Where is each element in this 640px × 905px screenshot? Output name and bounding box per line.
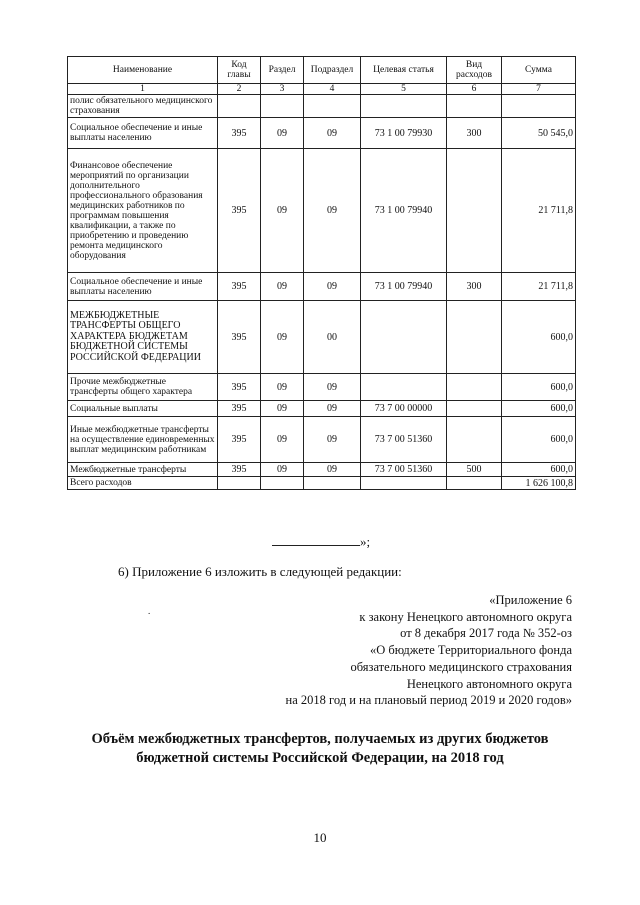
row-subsection: 09 [304,273,361,301]
row-section [261,95,304,118]
row-sum: 600,0 [502,463,576,477]
row-section: 09 [261,273,304,301]
row-subsection [304,95,361,118]
row-code: 395 [218,417,261,463]
row-subsection: 09 [304,118,361,149]
row-name: Социальное обеспечение и иные выплаты населению [68,118,218,149]
header-section: Раздел [261,57,304,84]
row-code: 395 [218,463,261,477]
header-name: Наименование [68,57,218,84]
row-section: 09 [261,301,304,374]
row-subsection: 00 [304,301,361,374]
row-code: 395 [218,301,261,374]
row-subsection: 09 [304,149,361,273]
row-target: 73 1 00 79940 [361,273,447,301]
row-name: МЕЖБЮДЖЕТНЫЕ ТРАНСФЕРТЫ ОБЩЕГО ХАРАКТЕРА БЮДЖЕТАМ БЮДЖЕТНОЙ СИСТЕМЫ РОССИЙСКОЙ ФЕДЕРАЦИИ [68,301,218,374]
row-name: Иные межбюджетные трансферты на осуществление единовременных выплат медицинским работникам [68,417,218,463]
table-row [68,374,576,401]
row-sum: 21 711,8 [502,273,576,301]
header-kind: Вид расходов [447,57,502,84]
row-sum: 50 545,0 [502,118,576,149]
row-subsection: 09 [304,401,361,417]
row-sum: 600,0 [502,374,576,401]
underline [272,534,360,546]
appendix-line: на 2018 год и на плановый период 2019 и 2020 годов» [285,693,572,708]
row-kind [447,374,502,401]
row-sum: 600,0 [502,417,576,463]
row-target [361,374,447,401]
row-subsection: 09 [304,463,361,477]
row-kind [447,95,502,118]
closing-signature-line [272,534,370,550]
col-number: 7 [502,84,576,95]
row-target: 73 1 00 79930 [361,118,447,149]
row-sum: 21 711,8 [502,149,576,273]
row-sum: 1 626 100,8 [502,477,576,490]
stray-dot: . [148,606,151,616]
table-row [68,95,576,118]
row-kind [447,301,502,374]
row-target: 73 1 00 79940 [361,149,447,273]
col-number: 6 [447,84,502,95]
row-kind: 300 [447,273,502,301]
table-row [68,417,576,463]
appendix-reference [286,592,572,709]
row-target [361,301,447,374]
table-total-row [68,477,576,490]
row-code: 395 [218,401,261,417]
row-code: 395 [218,374,261,401]
col-number: 3 [261,84,304,95]
title-line: бюджетной системы Российской Федерации, на 2018 год [136,750,504,766]
row-name: Всего расходов [68,477,218,490]
table-row [68,401,576,417]
row-section: 09 [261,118,304,149]
appendix-line: к закону Ненецкого автономного округа [359,609,572,624]
row-section: 09 [261,149,304,273]
table-row [68,301,576,374]
section-title [60,730,580,768]
expenditure-table [67,56,576,490]
row-code [218,95,261,118]
header-code: Код главы [218,57,261,84]
header-sum: Сумма [502,57,576,84]
row-kind: 300 [447,118,502,149]
row-sum: 600,0 [502,301,576,374]
header-subsection: Подраздел [304,57,361,84]
header-target: Целевая статья [361,57,447,84]
appendix-line: обязательного медицинского страхования [350,659,572,674]
row-section: 09 [261,417,304,463]
closing-quote: »; [360,534,371,549]
row-kind [447,149,502,273]
row-target [361,477,447,490]
title-line: Объём межбюджетных трансфертов, получаемых из других бюджетов [91,731,549,747]
row-target: 73 7 00 00000 [361,401,447,417]
col-number: 2 [218,84,261,95]
appendix-line: «Приложение 6 [489,593,572,607]
table-row [68,463,576,477]
col-number: 1 [68,84,218,95]
row-kind [447,401,502,417]
row-subsection: 09 [304,374,361,401]
row-section [261,477,304,490]
row-name: полис обязательного медицинского страхования [68,95,218,118]
row-target [361,95,447,118]
row-name: Социальное обеспечение и иные выплаты населению [68,273,218,301]
row-code: 395 [218,118,261,149]
row-kind: 500 [447,463,502,477]
row-subsection [304,477,361,490]
row-sum [502,95,576,118]
row-target: 73 7 00 51360 [361,417,447,463]
page-number: 10 [313,830,327,845]
row-name: Прочие межбюджетные трансферты общего характера [68,374,218,401]
table-row [68,149,576,273]
row-section: 09 [261,374,304,401]
row-name: Финансовое обеспечение мероприятий по организации дополнительного профессионального образования медицинских работников по программам повышения квалификации, а также по приобретению и проведению ремонта медицинского оборудования [68,149,218,273]
row-code: 395 [218,273,261,301]
row-target: 73 7 00 51360 [361,463,447,477]
row-name: Социальные выплаты [68,401,218,417]
row-section: 09 [261,401,304,417]
row-kind [447,477,502,490]
row-code: 395 [218,149,261,273]
table-row [68,273,576,301]
table-row [68,118,576,149]
appendix-line: Ненецкого автономного округа [406,676,572,691]
row-section: 09 [261,463,304,477]
amendment-item: 6) Приложение 6 изложить в следующей редакции: [118,564,402,579]
row-sum: 600,0 [502,401,576,417]
col-number: 4 [304,84,361,95]
col-number: 5 [361,84,447,95]
appendix-line: от 8 декабря 2017 года № 352-оз [400,626,572,641]
row-code [218,477,261,490]
row-name: Межбюджетные трансферты [68,463,218,477]
row-subsection: 09 [304,417,361,463]
row-kind [447,417,502,463]
column-numbers-row [68,84,576,95]
appendix-line: «О бюджете Территориального фонда [369,643,572,658]
table-header-row [68,57,576,84]
